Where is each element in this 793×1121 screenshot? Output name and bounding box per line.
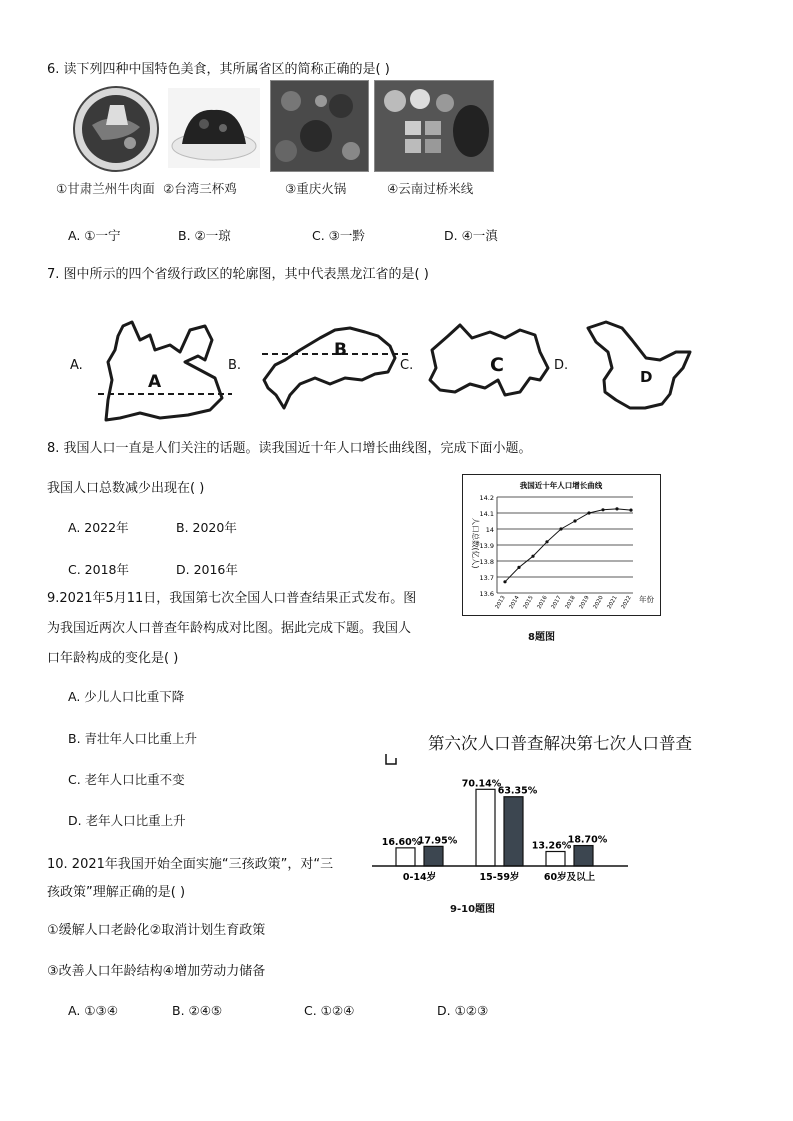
map-label-d: D.	[554, 358, 569, 373]
bar-sixth-census	[396, 848, 415, 866]
map-label-a: A.	[70, 358, 83, 373]
line-chart-point	[517, 566, 520, 569]
shape-letter-a: A	[148, 372, 162, 392]
line-chart-xtick: 2018	[564, 595, 577, 611]
bar-seventh-census	[504, 797, 523, 866]
q9-10-figure-caption: 9-10题图	[450, 904, 496, 915]
map-label-b: B.	[228, 358, 242, 373]
q10-option-b[interactable]: B. ②④⑤	[172, 1003, 223, 1018]
line-chart-ytick: 13.7	[479, 574, 494, 582]
line-chart-point	[531, 555, 534, 558]
line-chart-xlabel: 年份	[639, 595, 654, 604]
photo-caption-4: ④云南过桥米线	[387, 181, 474, 196]
line-chart-xtick: 2017	[550, 595, 563, 611]
line-chart-ytick: 14.2	[479, 494, 494, 502]
line-chart-point	[573, 519, 576, 522]
line-chart-ylabel: 人口总数(亿人)	[471, 517, 480, 569]
q9-stem-line-3: 口年龄构成的变化是( )	[47, 651, 179, 666]
line-chart-svg	[463, 475, 660, 615]
q6-option-a[interactable]: A. ①一宁	[68, 228, 121, 243]
q6-option-d[interactable]: D. ④一滇	[444, 228, 498, 243]
q8-option-d[interactable]: D. 2016年	[176, 562, 238, 577]
q6-option-b[interactable]: B. ②一琼	[178, 228, 231, 243]
line-chart-title: 我国近十年人口增长曲线	[519, 481, 603, 490]
shape-letter-d: D	[640, 368, 653, 386]
line-chart-ytick: 14.1	[479, 510, 494, 518]
photo-caption-1: ①甘肃兰州牛肉面	[56, 181, 155, 196]
province-outline-b	[264, 328, 395, 408]
q8-sub: 我国人口总数减少出现在( )	[47, 481, 205, 496]
q9-stem-line-2: 为我国近两次人口普查年龄构成对比图。据此完成下题。我国人	[47, 621, 412, 636]
q10-stem-line-1: 10. 2021年我国开始全面实施“三孩政策”，对“三	[47, 857, 334, 872]
line-chart-xtick: 2013	[494, 595, 507, 611]
bar-seventh-census	[574, 846, 593, 866]
q9-option-a[interactable]: A. 少儿人口比重下降	[68, 689, 185, 704]
line-chart-xtick: 2016	[536, 595, 549, 611]
age-structure-bar-chart	[360, 770, 660, 885]
bar-seventh-census	[424, 846, 443, 866]
q10-statement-2: ③改善人口年龄结构④增加劳动力储备	[47, 964, 266, 979]
line-chart-ytick: 13.8	[479, 558, 494, 566]
bar-chart-legend-text: 第六次人口普查解决第七次人口普查	[428, 734, 692, 753]
province-outline-d	[588, 322, 690, 408]
bar-value-label: 16.60%	[381, 836, 422, 848]
bar-value-label: 18.70%	[567, 834, 608, 846]
province-outline-maps	[0, 0, 793, 440]
line-chart-point	[559, 527, 562, 530]
q10-option-d[interactable]: D. ①②③	[437, 1003, 489, 1018]
q10-option-a[interactable]: A. ①③④	[68, 1003, 118, 1018]
q7-stem: 7. 图中所示的四个省级行政区的轮廓图，其中代表黑龙江省的是( )	[47, 267, 429, 282]
line-chart-xtick: 2021	[606, 595, 619, 611]
line-chart-xtick: 2014	[508, 595, 521, 611]
bar-category-label: 0-14岁	[402, 872, 437, 883]
province-outline-a	[106, 322, 222, 420]
photo-caption-3: ③重庆火锅	[285, 181, 347, 196]
shape-letter-c: C	[490, 354, 504, 376]
q9-stem-line-1: 9.2021年5月11日，我国第七次全国人口普查结果正式发布。图	[47, 591, 417, 606]
q8-option-b[interactable]: B. 2020年	[176, 520, 237, 535]
line-chart-ytick: 13.9	[479, 542, 494, 550]
line-chart-point	[629, 509, 632, 512]
line-chart-xtick: 2020	[592, 595, 605, 611]
bar-sixth-census	[546, 852, 565, 866]
q8-option-a[interactable]: A. 2022年	[68, 520, 129, 535]
q9-option-c[interactable]: C. 老年人口比重不变	[68, 772, 185, 787]
line-chart-ytick: 14	[485, 526, 494, 534]
bar-value-label: 70.14%	[461, 778, 502, 790]
q9-option-d[interactable]: D. 老年人口比重上升	[68, 813, 186, 828]
legend-bracket-icon	[384, 752, 398, 766]
line-chart-point	[503, 580, 506, 583]
bar-value-label: 63.35%	[497, 785, 538, 797]
line-chart-point	[601, 508, 604, 511]
line-chart-xtick: 2019	[578, 595, 591, 611]
q8-figure-caption: 8题图	[528, 632, 555, 643]
q9-option-b[interactable]: B. 青壮年人口比重上升	[68, 731, 198, 746]
population-line-chart	[462, 474, 661, 616]
photo-caption-2: ②台湾三杯鸡	[163, 181, 237, 196]
line-chart-point	[615, 507, 618, 510]
line-chart-point	[587, 511, 590, 514]
line-chart-xtick: 2015	[522, 595, 535, 611]
bar-category-label: 60岁及以上	[543, 872, 596, 883]
q8-option-c[interactable]: C. 2018年	[68, 562, 129, 577]
bar-value-label: 17.95%	[417, 835, 458, 847]
q8-stem: 8. 我国人口一直是人们关注的话题。读我国近十年人口增长曲线图，完成下面小题。	[47, 441, 532, 456]
q10-statement-1: ①缓解人口老龄化②取消计划生育政策	[47, 923, 266, 938]
province-outline-c	[430, 325, 548, 395]
bar-sixth-census	[476, 789, 495, 866]
bar-category-label: 15-59岁	[479, 872, 520, 883]
shape-letter-b: B	[334, 340, 347, 360]
q6-stem: 6. 读下列四种中国特色美食，其所属省区的简称正确的是( )	[47, 62, 390, 77]
q10-option-c[interactable]: C. ①②④	[304, 1003, 355, 1018]
line-chart-ytick: 13.6	[479, 590, 494, 598]
bar-value-label: 13.26%	[531, 840, 572, 852]
line-chart-xtick: 2022	[620, 595, 633, 611]
q10-stem-line-2: 孩政策”理解正确的是( )	[47, 885, 186, 900]
q6-option-c[interactable]: C. ③一黔	[312, 228, 365, 243]
map-label-c: C.	[400, 358, 414, 373]
line-chart-point	[545, 540, 548, 543]
